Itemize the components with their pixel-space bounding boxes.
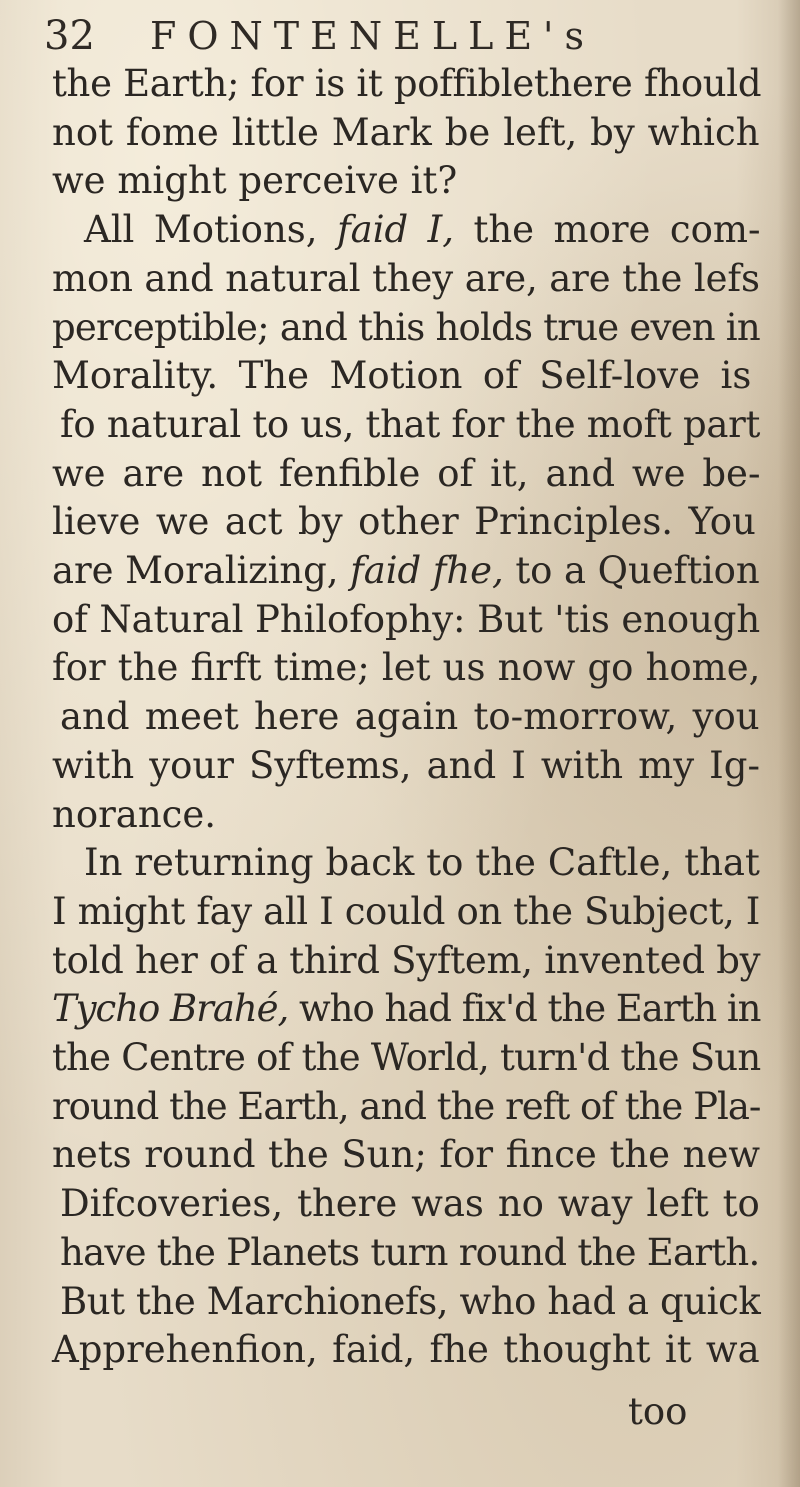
- text-run: In returning back to the Caftle, that: [84, 841, 760, 885]
- text-run: All Motions,: [84, 208, 337, 252]
- text-line: [52, 742, 760, 790]
- text-run: for the firft time; let us now go home,: [52, 646, 761, 690]
- text-line: [52, 596, 760, 644]
- text-line: [52, 450, 760, 498]
- text-line: [60, 693, 760, 741]
- catchword: too: [628, 1390, 688, 1433]
- text-run: we are not fenfible of it, and we be-: [52, 451, 761, 495]
- text-run: perceptible; and this holds true even in: [52, 305, 760, 349]
- text-line: [52, 157, 457, 205]
- text-line: [52, 791, 216, 839]
- text-run: of Natural Philofophy: But 'tis enough: [52, 597, 761, 641]
- text-run: the Centre of the World, turn'd the Sun: [52, 1036, 761, 1079]
- text-run: not fome little Mark be left, by which: [52, 110, 760, 154]
- text-run: Apprehenfion, faid, fhe thought it wa: [52, 1328, 760, 1372]
- text-line: [60, 1229, 760, 1277]
- text-line: [52, 109, 760, 157]
- text-run: the more com-: [454, 208, 761, 252]
- text-run: I might fay all I could on the Subject, I: [52, 889, 761, 933]
- text-line: [52, 1131, 760, 1179]
- text-line: [52, 1326, 760, 1374]
- text-run: Difcoveries, there was no way left to: [60, 1182, 760, 1226]
- text-line: [52, 888, 760, 936]
- text-run: norance.: [52, 792, 217, 836]
- text-line: [52, 60, 761, 108]
- text-line: [52, 547, 760, 595]
- text-run: nets round the Sun; for fince the new: [52, 1133, 761, 1177]
- text-run: to a Queftion: [503, 549, 760, 592]
- text-line: [52, 1034, 760, 1082]
- italic-text: faid fhe,: [350, 549, 504, 592]
- text-line: [52, 985, 760, 1033]
- running-head: FONTENELLE's: [150, 14, 595, 58]
- text-run: Morality. The Motion of Self-love is: [52, 354, 752, 398]
- page-header: [44, 8, 764, 66]
- text-line: [84, 206, 760, 254]
- text-run: are Moralizing,: [52, 549, 351, 592]
- text-run: mon and natural they are, are the lefs: [52, 256, 760, 300]
- text-line: [60, 1180, 760, 1228]
- text-run: lieve we act by other Principles. You: [52, 500, 756, 544]
- italic-text: faid I,: [336, 208, 455, 252]
- text-run: the Earth; for is it poffiblethere fhould: [52, 62, 762, 105]
- text-line: [84, 839, 760, 887]
- italic-text: Tycho Brahé,: [52, 987, 289, 1031]
- text-line: [52, 937, 760, 985]
- text-run: and meet here again to-morrow, you: [60, 695, 760, 739]
- text-line: [52, 1083, 760, 1131]
- text-run: fo natural to us, that for the moft part: [60, 402, 761, 446]
- page-number: 32: [44, 13, 95, 59]
- text-run: round the Earth, and the reft of the Pla-: [52, 1084, 761, 1128]
- text-line: [60, 401, 760, 449]
- text-line: [52, 255, 760, 303]
- text-run: have the Planets turn round the Earth.: [60, 1230, 760, 1274]
- text-run: we might perceive it?: [52, 159, 458, 203]
- text-line: [52, 498, 756, 546]
- text-run: with your Syftems, and I with my Ig-: [52, 743, 760, 787]
- text-run: who had fix'd the Earth in: [288, 987, 761, 1031]
- text-run: told her of a third Syftem, invented by: [52, 938, 761, 982]
- text-line: [52, 352, 751, 400]
- text-line: [52, 304, 760, 352]
- text-run: But the Marchionefs, who had a quick: [60, 1279, 761, 1323]
- text-line: [60, 1278, 760, 1326]
- text-line: [52, 644, 760, 692]
- page-edge-shadow: [778, 0, 800, 1487]
